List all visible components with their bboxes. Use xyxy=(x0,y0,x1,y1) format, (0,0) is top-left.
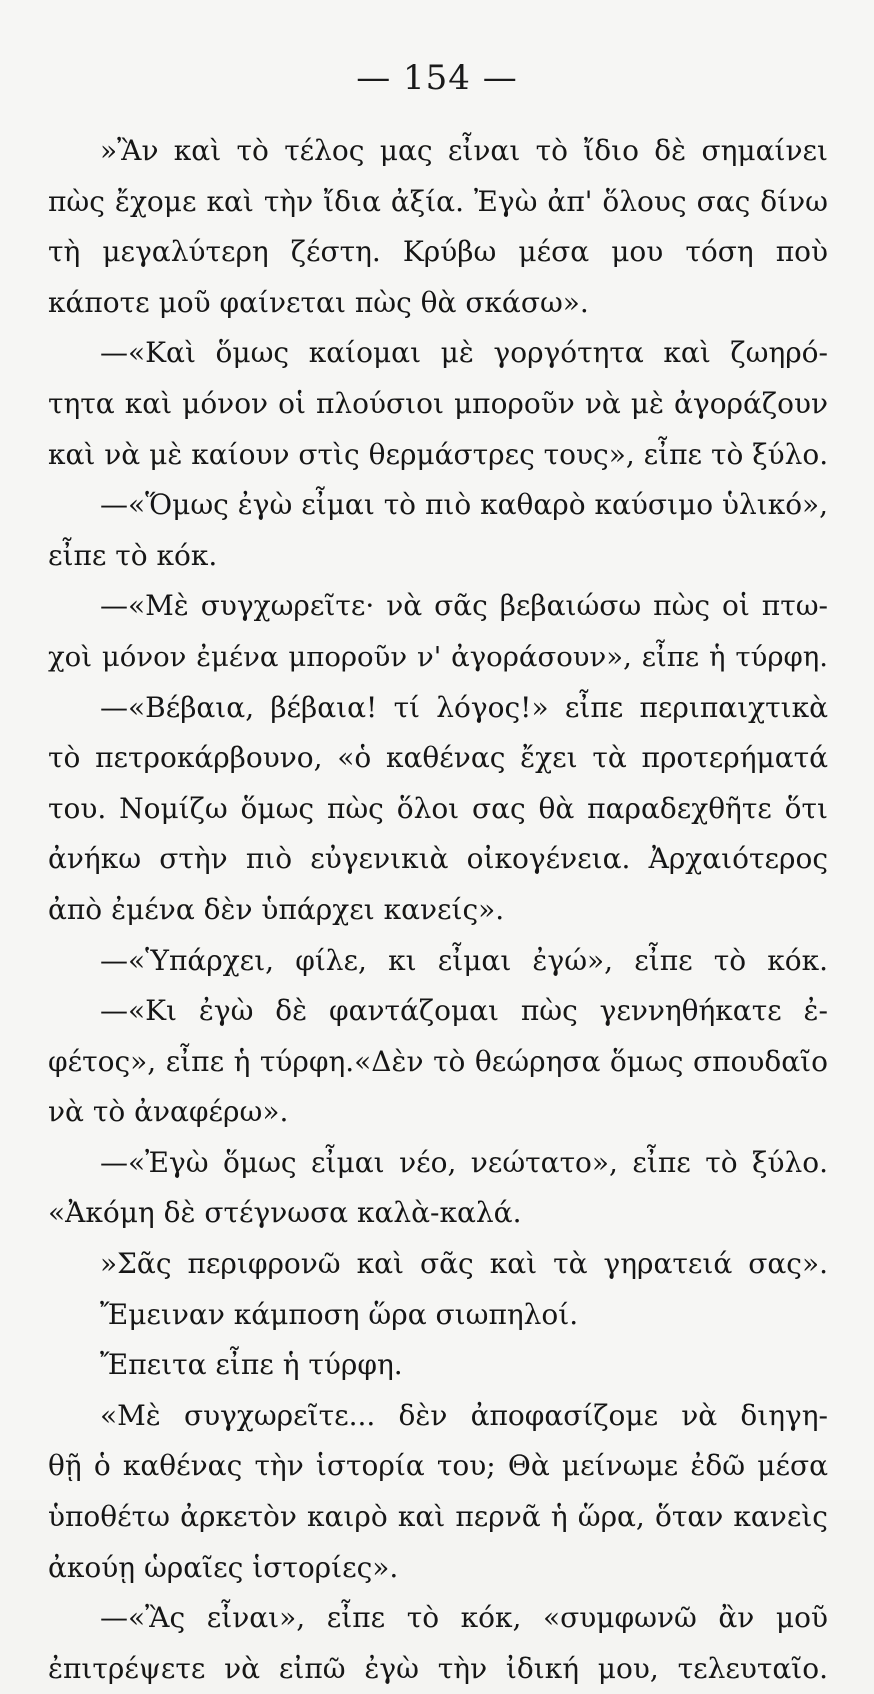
text-line: ἀκούῃ ὡραῖες ἱστορίες». xyxy=(48,1550,399,1584)
text-line: φέτος», εἶπε ἡ τύρφη.«Δὲν τὸ θεώρησα ὅμως σπουδαῖο xyxy=(48,1044,828,1078)
text-line: τὸ πετροκάρβουνο, «ὁ καθένας ἔχει τὰ προτερήματά xyxy=(48,741,828,775)
text-line: —«Καὶ ὅμως καίομαι μὲ γοργότητα καὶ ζωηρό- xyxy=(100,336,828,370)
text-line: Ἔπειτα εἶπε ἡ τύρφη. xyxy=(100,1348,403,1382)
text-line: χοὶ μόνον ἐμένα μποροῦν ν' ἀγοράσουν», εἶπε ἡ τύρφη. xyxy=(48,640,828,673)
text-line: θῇ ὁ καθένας τὴν ἱστορία του; Θὰ μείνωμε ἐδῶ μέσα xyxy=(48,1449,828,1483)
text-line: —«Ἂς εἶναι», εἶπε τὸ κόκ, «συμφωνῶ ἂν μοῦ xyxy=(100,1601,828,1635)
text-line: ἐπιτρέψετε νὰ εἰπῶ ἐγὼ τὴν ἰδική μου, τελευταῖο. xyxy=(48,1651,828,1685)
text-line: —«Ἐγὼ ὅμως εἶμαι νέο, νεώτατο», εἶπε τὸ ξύλο. xyxy=(100,1145,828,1179)
text-line: ὑποθέτω ἀρκετὸν καιρὸ καὶ περνᾶ ἡ ὥρα, ὅταν κανεὶς xyxy=(48,1500,828,1534)
body-text xyxy=(48,126,828,1694)
text-line: »Ἂν καὶ τὸ τέλος μας εἶναι τὸ ἴδιο δὲ σημαίνει xyxy=(100,134,828,167)
text-line: —«Ὑπάρχει, φίλε, κι εἶμαι ἐγώ», εἶπε τὸ κόκ. xyxy=(100,943,828,977)
text-line: «Ἀκόμη δὲ στέγνωσα καλὰ-καλά. xyxy=(48,1196,522,1230)
text-line: τὴ μεγαλύτερη ζέστη. Κρύβω μέσα μου τόση ποὺ xyxy=(48,235,828,269)
text-line: —«Βέβαια, βέβαια! τί λόγος!» εἶπε περιπαιχτικὰ xyxy=(100,690,828,724)
text-line: «Μὲ συγχωρεῖτε... δὲν ἀποφασίζομε νὰ διηγη- xyxy=(100,1398,828,1432)
text-line: εἶπε τὸ κόκ. xyxy=(48,538,218,572)
page-number: — 154 — xyxy=(356,58,518,98)
text-line: καὶ νὰ μὲ καίουν στὶς θερμάστρες τους», εἶπε τὸ ξύλο. xyxy=(48,437,829,471)
text-line: ἀπὸ ἐμένα δὲν ὑπάρχει κανείς». xyxy=(48,892,505,926)
text-line: »Σᾶς περιφρονῶ καὶ σᾶς καὶ τὰ γηρατειά σας». xyxy=(100,1247,828,1281)
text-line: τητα καὶ μόνον οἱ πλούσιοι μποροῦν νὰ μὲ ἀγοράζουν xyxy=(48,386,828,420)
text-line: ἀνήκω στὴν πιὸ εὐγενικιὰ οἰκογένεια. Ἀρχαιότερος xyxy=(48,842,828,876)
text-line: κάποτε μοῦ φαίνεται πὼς θὰ σκάσω». xyxy=(48,285,589,319)
text-line: —«Ὅμως ἐγὼ εἶμαι τὸ πιὸ καθαρὸ καύσιμο ὑλικό», xyxy=(100,488,829,522)
text-line: —«Μὲ συγχωρεῖτε· νὰ σᾶς βεβαιώσω πὼς οἱ πτω- xyxy=(100,589,828,623)
text-line: —«Κι ἐγὼ δὲ φαντάζομαι πὼς γεννηθήκατε ἐ- xyxy=(100,994,828,1028)
text-line: νὰ τὸ ἀναφέρω». xyxy=(48,1095,289,1129)
text-line: πὼς ἔχομε καὶ τὴν ἴδια ἀξία. Ἐγὼ ἀπ' ὅλους σας δίνω xyxy=(48,184,828,218)
text-line: του. Νομίζω ὅμως πὼς ὅλοι σας θὰ παραδεχθῆτε ὅτι xyxy=(48,791,828,825)
text-line: Ἔμειναν κάμποση ὥρα σιωπηλοί. xyxy=(100,1297,579,1331)
